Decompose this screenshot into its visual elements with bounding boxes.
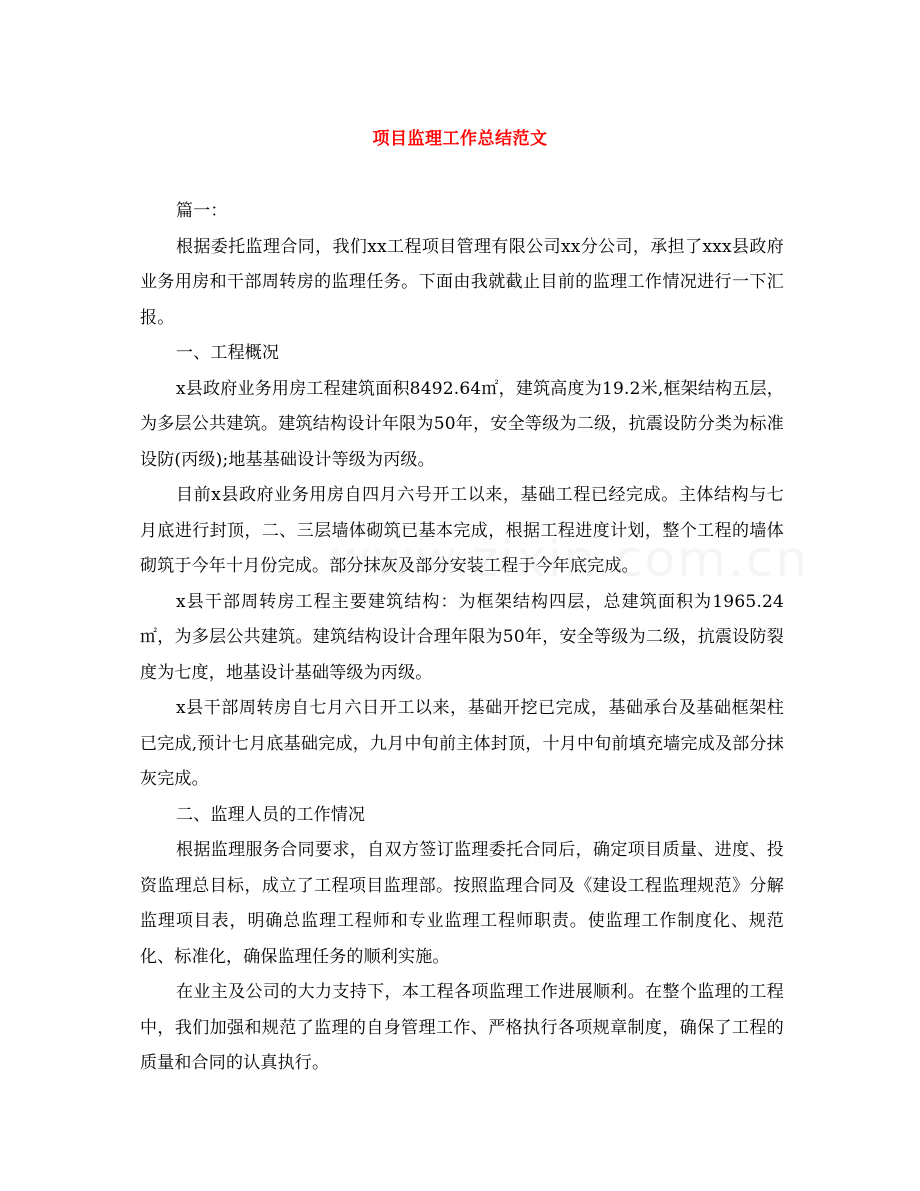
document-body xyxy=(140,194,784,1082)
paragraph-office-building: x县政府业务用房工程建筑面积8492.64㎡，建筑高度为19.2米,框架结构五层，为多层公共建筑。建筑结构设计年限为50年，安全等级为二级，抗震设防分类为标准设防(丙级);地基基础设计等级为丙级。 xyxy=(140,378,784,470)
document-title: 项目监理工作总结范文 xyxy=(372,129,548,149)
paragraph-support: 在业主及公司的大力支持下，本工程各项监理工作进展顺利。在整个监理的工程中，我们加强和规范了监理的自身管理工作、严格执行各项规章制度，确保了工程的质量和合同的认真执行。 xyxy=(140,982,784,1073)
paragraph-heading-part: 篇一： xyxy=(176,201,228,221)
section-heading-overview: 一、工程概况 xyxy=(176,343,280,363)
section-heading-staff: 二、监理人员的工作情况 xyxy=(176,804,366,825)
paragraph-housing-progress: x县干部周转房自七月六日开工以来，基础开挖已完成，基础承台及基础框架柱已完成,预计七月底基础完成，九月中旬前主体封顶，十月中旬前填充墙完成及部分抹灰完成。 xyxy=(140,698,784,789)
paragraph-housing-building: x县干部周转房工程主要建筑结构：为框架结构四层，总建筑面积为1965.24㎡，为多层公共建筑。建筑结构设计合理年限为50年，安全等级为二级，抗震设防裂度为七度，地基设计基础等级为丙级。 xyxy=(140,591,784,683)
paragraph-staff-work: 根据监理服务合同要求，自双方签订监理委托合同后，确定项目质量、进度、投资监理总目标，成立了工程项目监理部。按照监理合同及《建设工程监理规范》分解监理项目表，明确总监理工程师和专业监理工程师职责。使监理工作制度化、规范化、标准化，确保监理任务的顺利实施。 xyxy=(140,840,784,967)
paragraph-intro: 根据委托监理合同，我们xx工程项目管理有限公司xx分公司，承担了xxx县政府业务用房和干部周转房的监理任务。下面由我就截止目前的监理工作情况进行一下汇报。 xyxy=(140,236,784,328)
paragraph-office-progress: 目前x县政府业务用房自四月六号开工以来，基础工程已经完成。主体结构与七月底进行封顶，二、三层墙体砌筑已基本完成，根据工程进度计划，整个工程的墙体砌筑于今年十月份完成。部分抹灰及部分安装工程于今年底完成。 xyxy=(140,485,784,576)
